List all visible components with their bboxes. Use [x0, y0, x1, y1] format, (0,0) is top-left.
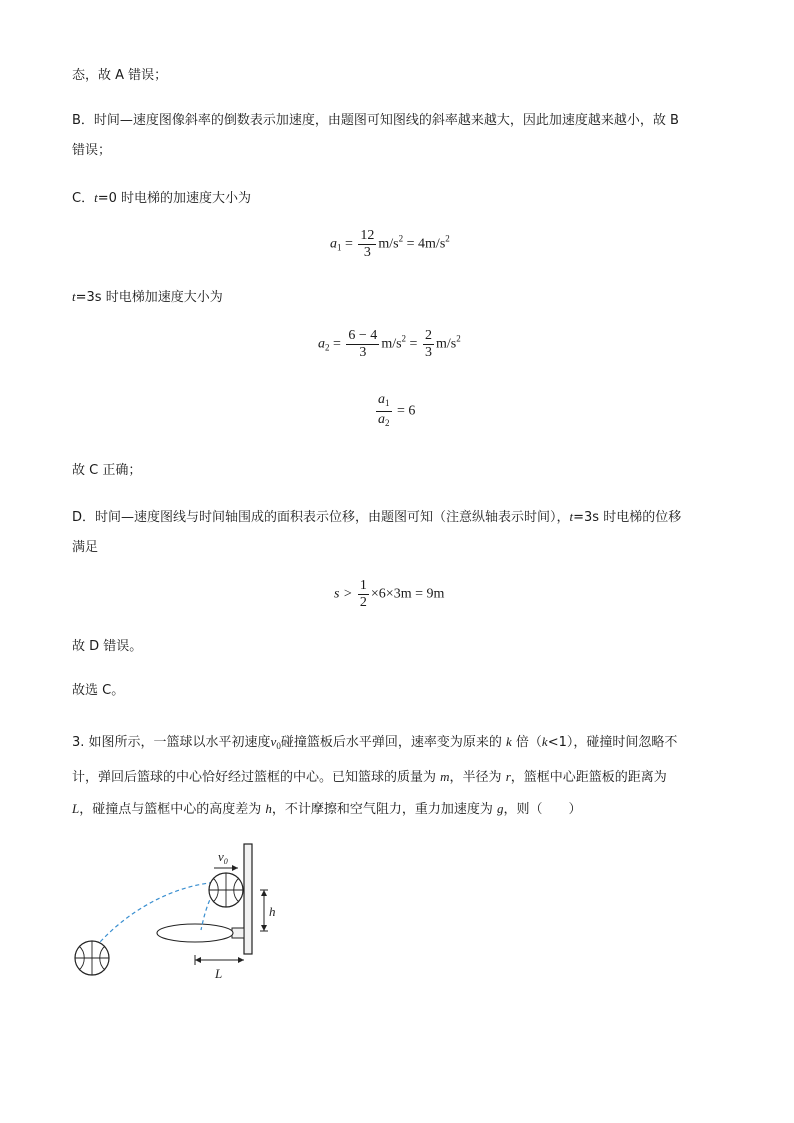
eq3-den: a	[378, 412, 385, 427]
eq1-rhs-sup: 2	[445, 233, 450, 244]
question-3-line-1	[72, 733, 677, 755]
var-g: g	[497, 801, 504, 816]
eq1-lhs: a	[330, 236, 337, 252]
var-k: k	[541, 734, 548, 749]
var-t: t	[569, 509, 574, 524]
L-label: L	[215, 966, 223, 981]
text-line-8: 满足	[72, 540, 99, 555]
text-line-10: 故选 C。	[72, 683, 125, 698]
eq4-fraction	[358, 578, 369, 611]
eq2-lhs-sub: 2	[325, 342, 330, 353]
eq4-lhs: s >	[334, 586, 353, 602]
h-label: h	[269, 904, 276, 919]
text-line-6: 故 C 正确；	[72, 463, 142, 478]
eq3-rhs: = 6	[397, 403, 416, 419]
eq2-fraction-1	[346, 328, 379, 361]
v0-label: $v_0$	[218, 849, 228, 866]
eq2-unit-sup: 2	[401, 333, 407, 344]
eq3-num-sub: 1	[385, 398, 390, 408]
eq2-unit: m/s	[381, 336, 402, 352]
q3-text-j: ，则（ ）	[503, 802, 582, 817]
text-line-1: 态，故 A 错误；	[72, 68, 168, 83]
q3-text-g: ，篮框中心距篮板的距离为	[510, 770, 667, 785]
option-d-tail: =3s 时电梯的位移	[573, 510, 682, 525]
eq1-fraction	[358, 228, 376, 261]
var-h: h	[265, 801, 272, 816]
basketball-icon	[75, 941, 109, 975]
rim-bracket	[232, 928, 244, 938]
arrow-head-icon	[238, 957, 244, 963]
text-line-2: B．时间—速度图像斜率的倒数表示加速度，由题图可知图线的斜率越来越大，因此加速度越来越小，故 B	[72, 113, 679, 128]
option-d-sentence: D．时间—速度图线与时间轴围成的面积表示位移，由题图可知（注意纵轴表示时间），	[72, 510, 570, 525]
t3-sentence: =3s 时电梯加速度大小为	[75, 290, 223, 305]
eq2-num2: 2	[424, 328, 432, 343]
var-m: m	[440, 769, 450, 784]
q3-text-d: <1），碰撞时间忽略不	[547, 735, 678, 750]
eq2-unit2: m/s	[435, 336, 457, 352]
arrow-head-icon	[195, 957, 201, 963]
q3-text-c: 倍（	[515, 735, 542, 750]
var-r: r	[505, 769, 511, 784]
arrow-head-icon	[261, 890, 267, 896]
q3-text-e: 计，弹回后篮球的中心恰好经过篮框的中心。已知篮球的质量为	[72, 770, 437, 785]
text-line-5	[72, 288, 223, 307]
q3-text-f: ，半径为	[449, 770, 502, 785]
eq4-den: 2	[359, 595, 367, 610]
q3-text-b: 碰撞篮板后水平弹回，速率变为原来的	[280, 735, 502, 750]
eq2-unit2-sup: 2	[456, 333, 461, 344]
arrow-head-icon	[261, 925, 267, 931]
eq1-lhs-sub: 1	[337, 242, 342, 253]
eq3-fraction	[376, 392, 392, 431]
var-v-sub: 0	[276, 741, 281, 751]
text-line-3: 错误；	[72, 143, 112, 158]
eq3-num: a	[378, 392, 385, 407]
q3-text-h: ，碰撞点与篮框中心的高度差为	[79, 802, 262, 817]
backboard	[244, 844, 252, 954]
var-t: t	[94, 190, 98, 205]
var-L: L	[72, 801, 80, 816]
eq1-den: 3	[363, 245, 371, 260]
t0-sentence: =0 时电梯的加速度大小为	[97, 191, 251, 206]
eq3-den-sub: 2	[385, 418, 390, 428]
var-v: v	[270, 734, 277, 749]
text-line-4	[72, 189, 251, 208]
eq1-rhs: = 4m/s	[406, 236, 446, 252]
var-t: t	[72, 289, 76, 304]
hoop-rim	[157, 924, 233, 942]
q3-text-a: 3. 如图所示，一篮球以水平初速度	[72, 735, 271, 750]
equation-a2: $a_2$ = $\frac{6 - 4}{3}$ $m/s^2$ = $\frac{2}{3}$ $m/s^2$	[318, 328, 461, 360]
eq2-den: 3	[359, 345, 367, 360]
q3-text-i: ，不计摩擦和空气阻力，重力加速度为	[271, 802, 493, 817]
basketball-icon	[209, 873, 243, 907]
eq2-num: 6 − 4	[348, 328, 378, 343]
equation-a1: $a_1$ = $\frac{12}{3}$ $m/s^2 = 4m/s^2$	[330, 228, 450, 260]
equation-displacement	[334, 578, 444, 611]
eq1-num: 12	[360, 228, 375, 243]
eq4-rhs: ×6×3m = 9m	[370, 586, 445, 602]
arrow-head-icon	[232, 865, 238, 871]
eq2-fraction-2	[423, 328, 434, 361]
eq2-lhs: a	[318, 336, 325, 352]
eq4-num: 1	[359, 578, 367, 593]
option-c-label: C．	[72, 191, 95, 206]
eq1-unit: m/s	[378, 236, 399, 252]
eq1-unit-sup: 2	[398, 233, 404, 244]
question-3-line-3	[72, 800, 582, 819]
text-line-7	[72, 508, 681, 527]
question-3-line-2	[72, 768, 667, 787]
equation-ratio	[374, 392, 415, 431]
basketball-figure	[68, 838, 288, 988]
text-line-9: 故 D 错误。	[72, 639, 143, 654]
var-k: k	[505, 734, 512, 749]
eq2-den2: 3	[424, 345, 432, 360]
